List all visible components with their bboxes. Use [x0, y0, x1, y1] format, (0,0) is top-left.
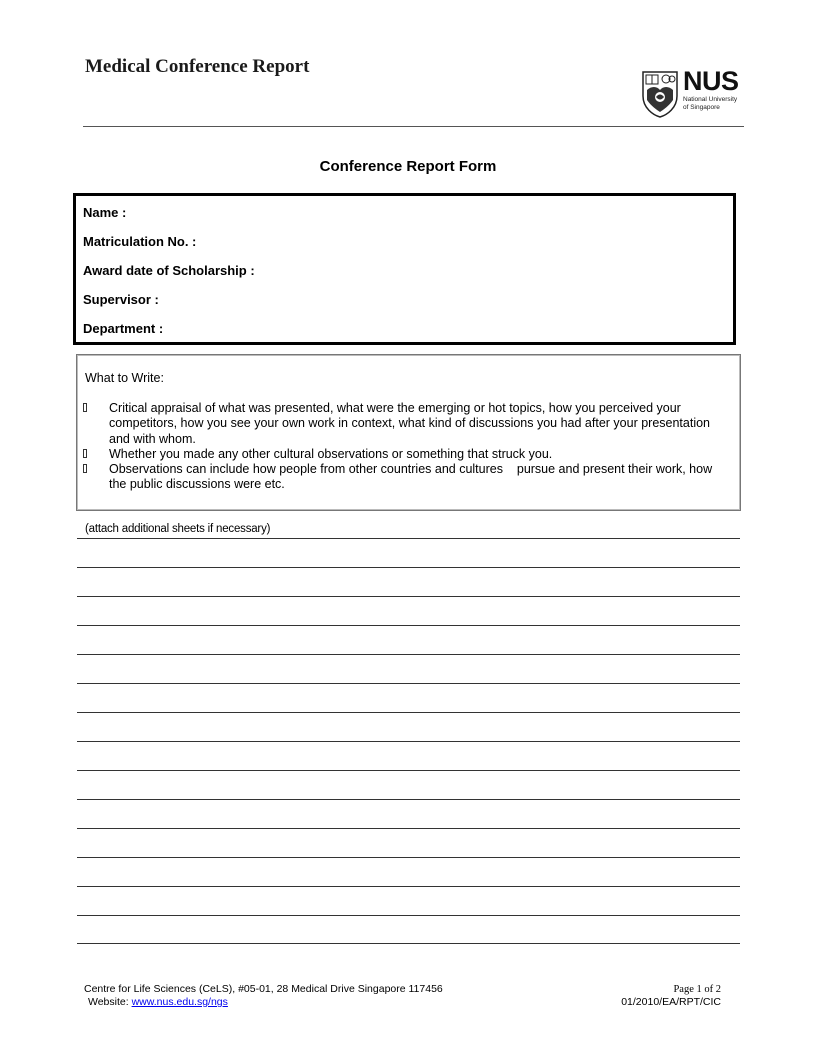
website-label: Website:: [88, 996, 129, 1008]
guidance-list: [83, 401, 723, 493]
writing-line[interactable]: [77, 625, 740, 626]
writing-line[interactable]: [77, 538, 740, 539]
attach-note: (attach additional sheets if necessary): [85, 523, 271, 535]
footer-website: [84, 996, 443, 1009]
nus-crest-icon: [641, 70, 679, 118]
nus-logo: [641, 66, 747, 118]
writing-line[interactable]: [77, 683, 740, 684]
header-divider: [83, 126, 744, 127]
list-item: Whether you made any other cultural observations or something that struck you.: [83, 447, 723, 462]
name-field[interactable]: Name :: [83, 205, 127, 220]
guidance-box: [76, 354, 741, 511]
footer-address-block: [84, 983, 443, 1009]
footer-page-info: [621, 983, 721, 1009]
supervisor-field[interactable]: Supervisor :: [83, 292, 159, 307]
matriculation-field[interactable]: Matriculation No. :: [83, 234, 197, 249]
writing-line[interactable]: [77, 828, 740, 829]
list-item: Observations can include how people from other countries and cultures pursue and present their work, how the public discussions were etc.: [83, 462, 723, 493]
website-link[interactable]: www.nus.edu.sg/ngs: [131, 996, 228, 1008]
document-title: Medical Conference Report: [85, 56, 310, 77]
document-code: 01/2010/EA/RPT/CIC: [621, 996, 721, 1008]
writing-line[interactable]: [77, 943, 740, 944]
writing-line[interactable]: [77, 654, 740, 655]
writing-line[interactable]: [77, 886, 740, 887]
writing-line[interactable]: [77, 915, 740, 916]
form-title: Conference Report Form: [319, 158, 497, 175]
award-date-field[interactable]: Award date of Scholarship :: [83, 263, 255, 278]
writing-line[interactable]: [77, 741, 740, 742]
guidance-heading: What to Write:: [85, 371, 164, 385]
footer-address: Centre for Life Sciences (CeLS), #05-01, 28 Medical Drive Singapore 117456: [84, 983, 443, 995]
writing-line[interactable]: [77, 712, 740, 713]
logo-wordmark: NUS: [683, 66, 739, 96]
writing-line[interactable]: [77, 596, 740, 597]
writing-line[interactable]: [77, 857, 740, 858]
writing-line[interactable]: [77, 567, 740, 568]
bullet-icon: [83, 403, 87, 412]
list-item: Critical appraisal of what was presented, what were the emerging or hot topics, how you perceived your competitors, how you see your own work in context, what kind of discussions you had after your presentation and with whom.: [83, 401, 723, 447]
department-field[interactable]: Department :: [83, 321, 164, 336]
bullet-icon: [83, 449, 87, 458]
logo-subtitle: National University of Singapore: [683, 96, 738, 111]
writing-line[interactable]: [77, 799, 740, 800]
page-number: Page 1 of 2: [673, 984, 721, 995]
writing-line[interactable]: [77, 770, 740, 771]
applicant-info-box: [73, 193, 736, 345]
bullet-icon: [83, 464, 87, 473]
